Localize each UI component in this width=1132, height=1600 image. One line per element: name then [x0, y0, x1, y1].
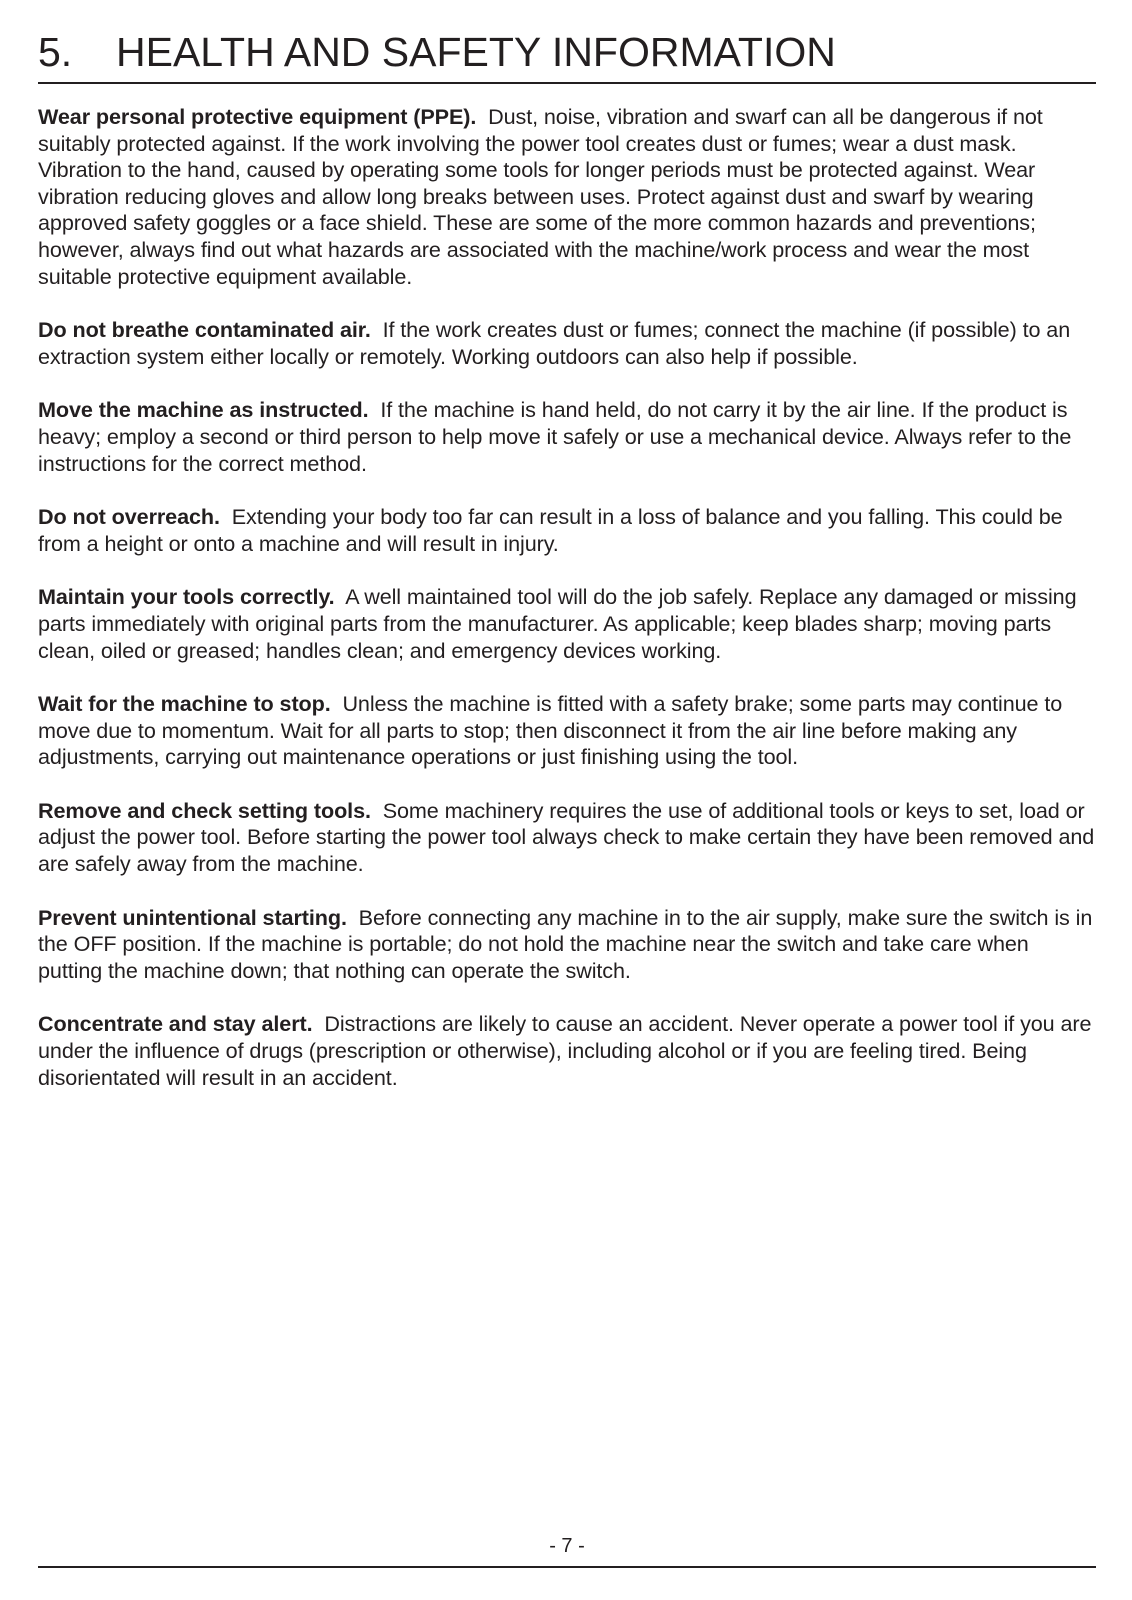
paragraph-setting-tools: [38, 798, 1096, 878]
paragraph-heading: Wear personal protective equipment (PPE).: [38, 104, 477, 129]
paragraph-text: Distractions are likely to cause an accident. Never operate a power tool if you are under the influence of drugs (prescription or otherwise), including alcohol or if you are feeling tired. Being disorientated will result in an accident.: [38, 1011, 1092, 1090]
paragraph-wait-stop: [38, 691, 1096, 771]
paragraph-heading: Prevent unintentional starting.: [38, 904, 347, 930]
paragraph-stay-alert: [38, 1011, 1096, 1091]
paragraph-text: A well maintained tool will do the job safely. Replace any damaged or missing parts immediately with original parts from the manufacturer. As applicable; keep blades sharp; moving parts clean, oiled or greased; handles clean; and emergency devices working.: [38, 584, 1077, 663]
paragraph-text: If the machine is hand held, do not carry it by the air line. If the product is heavy; employ a second or third person to help move it safely or use a mechanical device. Always refer to the instructions for the correct method.: [38, 397, 1072, 476]
paragraph-heading: Do not breathe contaminated air.: [38, 317, 371, 343]
paragraph-heading: Move the machine as instructed.: [38, 397, 369, 423]
paragraph-text: Dust, noise, vibration and swarf can all be dangerous if not suitably protected against. If the work involving the power tool creates dust or fumes; wear a dust mask. Vibration to the hand, caused by operating some tools for longer periods must be protected against. Wear vibration reducing gloves and allow long breaks between uses. Protect against dust and swarf by wearing approved safety goggles or a face shield. These are some of the more common hazards and preventions; however, always find out what hazards are associated with the machine/work process and wear the most suitable protective equipment available.: [38, 104, 1043, 289]
paragraph-heading: Concentrate and stay alert.: [38, 1011, 313, 1037]
paragraph-move-machine: [38, 397, 1096, 477]
paragraph-heading: Wait for the machine to stop.: [38, 691, 331, 717]
paragraph-text: Extending your body too far can result in a loss of balance and you falling. This could be from a height or onto a machine and will result in injury.: [38, 504, 1063, 556]
page-number: - 7 -: [549, 1535, 585, 1557]
paragraph-text: Some machinery requires the use of additional tools or keys to set, load or adjust the power tool. Before starting the power tool always check to make certain they have been removed and are safely away from the machine.: [38, 797, 1095, 877]
paragraph-contaminated-air: [38, 317, 1096, 370]
paragraph-text: If the work creates dust or fumes; connect the machine (if possible) to an extraction system either locally or remotely. Working outdoors can also help if possible.: [38, 317, 1071, 369]
footer-divider: [38, 1566, 1096, 1568]
paragraph-heading: Remove and check setting tools.: [38, 797, 371, 823]
paragraph-maintain-tools: [38, 584, 1096, 664]
paragraph-text: Before connecting any machine in to the air supply, make sure the switch is in the OFF position. If the machine is portable; do not hold the machine near the switch and take care when putting the machine down; that nothing can operate the switch.: [38, 904, 1093, 983]
paragraph-heading: Maintain your tools correctly.: [38, 584, 335, 610]
section-title: [38, 28, 1096, 76]
section-heading: HEALTH AND SAFETY INFORMATION: [116, 29, 836, 75]
paragraph-unintentional-start: [38, 905, 1096, 985]
title-divider: [38, 82, 1096, 84]
paragraph-heading: Do not overreach.: [38, 504, 220, 530]
paragraph-ppe: [38, 104, 1096, 290]
manual-page: [38, 0, 1096, 1600]
paragraph-overreach: [38, 504, 1096, 557]
paragraph-text: Unless the machine is fitted with a safety brake; some parts may continue to move due to momentum. Wait for all parts to stop; then disconnect it from the air line before making any adjustments, carrying out maintenance operations or just finishing using the tool.: [38, 691, 1063, 770]
safety-instructions: [38, 104, 1096, 1118]
section-number: 5.: [38, 29, 73, 75]
